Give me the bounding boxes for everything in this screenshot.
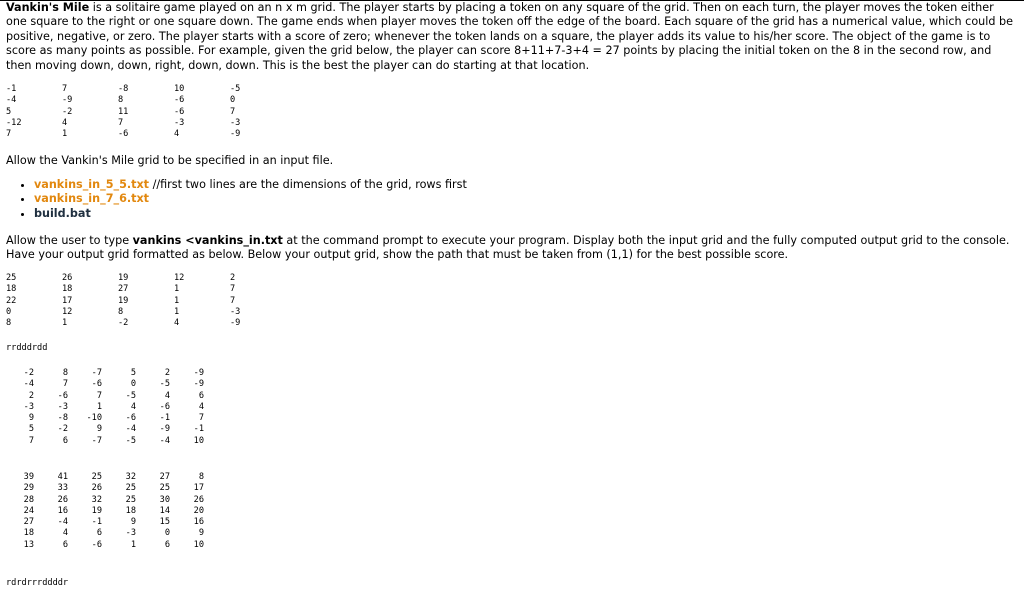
grid-cell: 26 <box>91 483 102 494</box>
grid-cell: -6 <box>174 95 185 106</box>
grid-cell: 4 <box>164 390 170 401</box>
input-file-paragraph: Allow the Vankin's Mile grid to be specified in an input file. <box>6 154 334 167</box>
grid-cell: -4 <box>23 379 34 390</box>
grid-cell: 26 <box>193 494 204 505</box>
grid-cell: 25 <box>6 273 17 283</box>
grid-cell: 19 <box>118 295 129 306</box>
best-path-5-5: rrdddrdd <box>6 343 48 353</box>
grid-cell: 10 <box>174 84 185 94</box>
grid-cell: 7 <box>96 390 102 401</box>
grid-cell: 14 <box>159 505 170 516</box>
grid-cell: 8 <box>62 368 68 378</box>
grid-cell: 39 <box>23 472 34 482</box>
grid-cell: -4 <box>57 517 68 528</box>
grid-cell: 10 <box>193 539 204 550</box>
grid-cell: 22 <box>6 295 17 306</box>
grid-cell: -4 <box>125 424 136 435</box>
grid-cell: 33 <box>57 483 68 494</box>
grid-cell: 7 <box>198 413 204 424</box>
grid-cell: 12 <box>62 306 73 317</box>
grid-cell: 7 <box>230 295 236 306</box>
grid-cell: 25 <box>125 494 136 505</box>
game-title: Vankin's Mile <box>6 1 90 14</box>
grid-cell: -9 <box>193 368 204 378</box>
grid-cell: 32 <box>91 494 102 505</box>
grid-cell: 5 <box>28 424 34 435</box>
grid-cell: 4 <box>198 401 204 412</box>
file-item <box>34 178 467 192</box>
grid-cell: 7 <box>62 379 68 390</box>
grid-cell: -3 <box>125 528 136 539</box>
grid-cell: 16 <box>193 517 204 528</box>
grid-cell: -6 <box>159 401 170 412</box>
file-item <box>34 207 467 221</box>
grid-cell: -6 <box>91 539 102 550</box>
grid-cell: -2 <box>57 424 68 435</box>
grid-cell: -4 <box>6 95 17 106</box>
grid-cell: 41 <box>57 472 68 482</box>
grid-cell: 26 <box>62 273 73 283</box>
grid-cell: 17 <box>62 295 73 306</box>
grid-cell: 25 <box>159 483 170 494</box>
grid-cell: 0 <box>6 306 12 317</box>
grid-cell: 7 <box>62 84 68 94</box>
grid-cell: -6 <box>125 413 136 424</box>
grid-cell: -9 <box>62 95 73 106</box>
grid-cell: -2 <box>62 106 73 117</box>
grid-cell: 19 <box>91 505 102 516</box>
grid-cell: 8 <box>118 306 124 317</box>
intro-paragraph <box>6 1 1018 73</box>
grid-cell: -5 <box>230 84 241 94</box>
grid-cell: 20 <box>193 505 204 516</box>
grid-cell: 0 <box>230 95 236 106</box>
grid-cell: 5 <box>130 368 136 378</box>
grid-cell: -9 <box>230 318 241 329</box>
grid-cell: 4 <box>62 528 68 539</box>
grid-cell: -1 <box>6 84 17 94</box>
grid-cell: 30 <box>159 494 170 505</box>
grid-cell: 11 <box>118 106 129 117</box>
grid-cell: 8 <box>198 472 204 482</box>
grid-cell: -1 <box>193 424 204 435</box>
file-link-5-5[interactable]: vankins_in_5_5.txt <box>34 178 150 191</box>
grid-cell: 27 <box>23 517 34 528</box>
file-item <box>34 192 467 206</box>
grid-cell: -7 <box>91 368 102 378</box>
grid-cell: 27 <box>159 472 170 482</box>
grid-cell: 6 <box>62 539 68 550</box>
grid-cell: 32 <box>125 472 136 482</box>
grid-cell: -7 <box>91 435 102 446</box>
grid-cell: -6 <box>118 129 129 140</box>
file-note: //first two lines are the dimensions of the grid, rows first <box>149 178 467 191</box>
grid-cell: 8 <box>6 318 12 329</box>
grid-cell: 9 <box>198 528 204 539</box>
grid-cell: 19 <box>118 273 129 283</box>
grid-cell: 25 <box>91 472 102 482</box>
grid-cell: 9 <box>130 517 136 528</box>
grid-cell: -3 <box>57 401 68 412</box>
grid-cell: 7 <box>6 129 12 140</box>
grid-cell: -2 <box>23 368 34 378</box>
grid-cell: -3 <box>230 117 241 128</box>
grid-cell: 18 <box>6 284 17 295</box>
grid-cell: 18 <box>125 505 136 516</box>
grid-cell: 0 <box>164 528 170 539</box>
grid-cell: -6 <box>57 390 68 401</box>
grid-cell: 4 <box>130 401 136 412</box>
grid-cell: 12 <box>174 273 185 283</box>
grid-cell: -1 <box>91 517 102 528</box>
grid-cell: 17 <box>193 483 204 494</box>
grid-cell: 1 <box>130 539 136 550</box>
build-bat-label: build.bat <box>34 206 91 220</box>
grid-cell: 7 <box>28 435 34 446</box>
grid-cell: 7 <box>230 284 236 295</box>
grid-cell: 1 <box>96 401 102 412</box>
grid-cell: 10 <box>193 435 204 446</box>
grid-cell: -3 <box>23 401 34 412</box>
grid-cell: 28 <box>23 494 34 505</box>
grid-cell: 2 <box>28 390 34 401</box>
grid-cell: -9 <box>159 424 170 435</box>
grid-cell: 1 <box>174 306 180 317</box>
file-link-7-6[interactable]: vankins_in_7_6.txt <box>34 192 150 206</box>
grid-cell: 5 <box>6 106 12 117</box>
grid-cell: -10 <box>86 413 102 424</box>
grid-cell: 6 <box>62 435 68 446</box>
grid-cell: 4 <box>174 318 180 329</box>
grid-cell: 1 <box>62 129 68 140</box>
grid-cell: -2 <box>118 318 129 329</box>
grid-cell: -9 <box>193 379 204 390</box>
grid-cell: 16 <box>57 505 68 516</box>
grid-cell: 24 <box>23 505 34 516</box>
grid-cell: 2 <box>230 273 236 283</box>
grid-cell: -4 <box>159 435 170 446</box>
grid-cell: 4 <box>62 117 68 128</box>
grid-cell: -8 <box>118 84 129 94</box>
grid-cell: 27 <box>118 284 129 295</box>
grid-cell: -12 <box>6 117 22 128</box>
grid-cell: -8 <box>57 413 68 424</box>
grid-cell: 7 <box>230 106 236 117</box>
grid-cell: 26 <box>57 494 68 505</box>
grid-cell: 1 <box>62 318 68 329</box>
grid-cell: -1 <box>159 413 170 424</box>
command-paragraph: Allow the user to type vankins <vankins_in.txt at the command prompt to execute your program. Display both the input grid and the fully computed output grid to the console. Have your output grid formatted as below. Below your output grid, show the path that must be taken from (1,1) for the best possible score. <box>6 234 1010 262</box>
grid-cell: 6 <box>164 539 170 550</box>
grid-cell: -9 <box>230 129 241 140</box>
file-list <box>14 178 467 221</box>
grid-cell: 8 <box>118 95 124 106</box>
grid-cell: -5 <box>125 390 136 401</box>
grid-cell: 1 <box>174 295 180 306</box>
grid-cell: 25 <box>125 483 136 494</box>
grid-cell: 15 <box>159 517 170 528</box>
grid-cell: 9 <box>28 413 34 424</box>
grid-cell: -6 <box>174 106 185 117</box>
grid-cell: 6 <box>198 390 204 401</box>
grid-cell: 9 <box>96 424 102 435</box>
grid-cell: -6 <box>91 379 102 390</box>
intro-text: is a solitaire game played on an n x m grid. The player starts by placing a token on any square of the grid. Then on each turn, the player moves the token either one square to the right or one square down. The game ends when player moves the token off the edge of the board. Each square of the grid has a numerical value, which could be positive, negative, or zero. The player starts with a score of zero; whenever the token lands on a square, the player adds its value to his/her score. The object of the game is to score as many points as possible. For example, given the grid below, the player can score 8+11+7-3+4 = 27 points by placing the initial token on the 8 in the second row, and then moving down, down, right, down, down. This is the best the player can do starting at that location. <box>6 1 1014 72</box>
grid-cell: 1 <box>174 284 180 295</box>
grid-cell: 0 <box>130 379 136 390</box>
grid-cell: 2 <box>164 368 170 378</box>
grid-cell: 6 <box>96 528 102 539</box>
grid-cell: 18 <box>62 284 73 295</box>
grid-cell: -5 <box>125 435 136 446</box>
best-path-7-6: rdrdrrrddddr <box>6 578 69 588</box>
grid-cell: 13 <box>23 539 34 550</box>
grid-cell: -3 <box>230 306 241 317</box>
grid-cell: 29 <box>23 483 34 494</box>
grid-cell: 18 <box>23 528 34 539</box>
grid-cell: -3 <box>174 117 185 128</box>
command-text: vankins <vankins_in.txt <box>132 234 283 247</box>
grid-cell: 7 <box>118 117 124 128</box>
grid-cell: 4 <box>174 129 180 140</box>
grid-cell: -5 <box>159 379 170 390</box>
